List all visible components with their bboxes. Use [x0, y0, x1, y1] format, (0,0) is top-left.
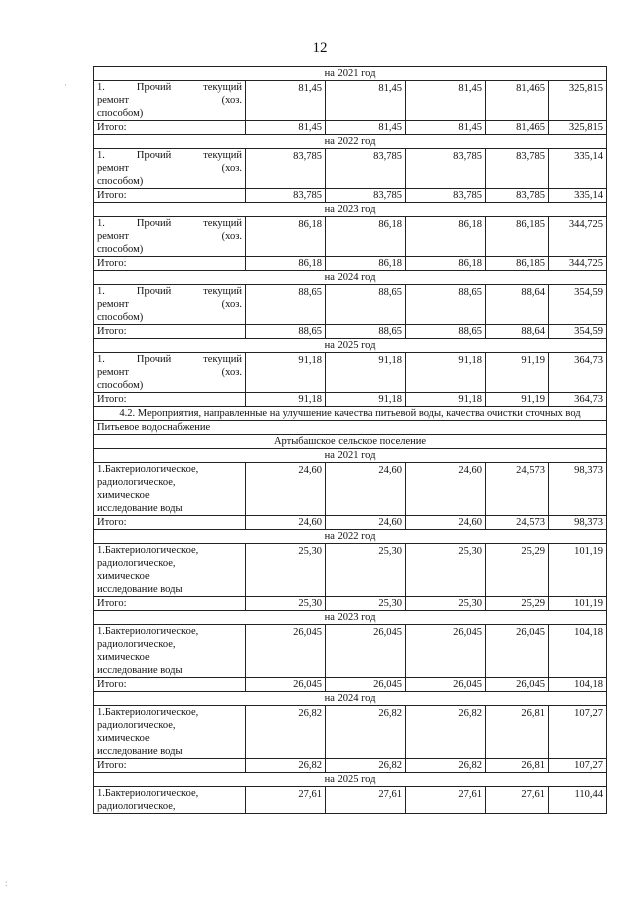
scan-speck: ·: [64, 80, 67, 90]
table-row: [94, 285, 607, 325]
total-value: 83,785: [486, 189, 549, 203]
value-cell: 86,18: [406, 217, 486, 257]
total-value: 83,785: [246, 189, 326, 203]
year-header: на 2021 год: [94, 449, 607, 463]
item-name-line: 1.Бактериологическое,: [97, 545, 199, 556]
total-value: 26,045: [246, 678, 326, 692]
year-header: на 2023 год: [94, 611, 607, 625]
value-cell: 88,65: [406, 285, 486, 325]
value-cell: 344,725: [549, 217, 607, 257]
item-name: [94, 544, 246, 597]
item-name-line: радиологическое,: [97, 801, 176, 812]
table-row: [94, 544, 607, 597]
total-value: 107,27: [549, 759, 607, 773]
year-header: на 2024 год: [94, 692, 607, 706]
total-row: [94, 189, 607, 203]
total-label: Итого:: [94, 516, 246, 530]
total-value: 26,045: [486, 678, 549, 692]
year-row: [94, 203, 607, 217]
item-name-line: радиологическое,: [97, 558, 176, 569]
item-name-line: способом): [97, 244, 144, 255]
total-value: 24,60: [246, 516, 326, 530]
item-name: [94, 353, 246, 393]
item-name-line: радиологическое,: [97, 477, 176, 488]
total-row: [94, 121, 607, 135]
total-value: 26,82: [406, 759, 486, 773]
total-value: 88,64: [486, 325, 549, 339]
item-name-line: 1. Прочий текущий: [97, 82, 242, 93]
value-cell: 24,573: [486, 463, 549, 516]
value-cell: 24,60: [246, 463, 326, 516]
total-value: 364,73: [549, 393, 607, 407]
value-cell: 91,19: [486, 353, 549, 393]
total-value: 344,725: [549, 257, 607, 271]
table-row: [94, 706, 607, 759]
total-row: [94, 759, 607, 773]
total-value: 86,18: [326, 257, 406, 271]
item-name-line: 1. Прочий текущий: [97, 150, 242, 161]
year-row: [94, 449, 607, 463]
total-value: 354,59: [549, 325, 607, 339]
total-label: Итого:: [94, 257, 246, 271]
value-cell: 325,815: [549, 81, 607, 121]
item-name-line: 1. Прочий текущий: [97, 218, 242, 229]
total-label: Итого:: [94, 393, 246, 407]
value-cell: 354,59: [549, 285, 607, 325]
value-cell: 26,045: [486, 625, 549, 678]
total-label: Итого:: [94, 189, 246, 203]
value-cell: 26,82: [326, 706, 406, 759]
table-row: [94, 463, 607, 516]
value-cell: 83,785: [326, 149, 406, 189]
year-row: [94, 271, 607, 285]
item-name-line: ремонт (хоз.: [97, 95, 242, 106]
item-name-line: химическое: [97, 733, 150, 744]
year-row: [94, 692, 607, 706]
table-row: [94, 787, 607, 814]
value-cell: 364,73: [549, 353, 607, 393]
value-cell: 27,61: [486, 787, 549, 814]
total-value: 88,65: [326, 325, 406, 339]
item-name-line: ремонт (хоз.: [97, 231, 242, 242]
scan-speck: :: [5, 878, 8, 888]
value-cell: 86,185: [486, 217, 549, 257]
value-cell: 25,30: [326, 544, 406, 597]
item-name-line: 1.Бактериологическое,: [97, 626, 199, 637]
total-value: 91,18: [246, 393, 326, 407]
item-name-line: способом): [97, 380, 144, 391]
total-value: 81,465: [486, 121, 549, 135]
value-cell: 26,045: [326, 625, 406, 678]
total-value: 81,45: [246, 121, 326, 135]
total-value: 88,65: [406, 325, 486, 339]
total-row: [94, 257, 607, 271]
value-cell: 88,65: [326, 285, 406, 325]
subsection-header: Питьевое водоснабжение: [94, 421, 607, 435]
item-name-line: 1. Прочий текущий: [97, 354, 242, 365]
settlement-row: [94, 435, 607, 449]
value-cell: 26,045: [246, 625, 326, 678]
item-name: [94, 625, 246, 678]
item-name-line: радиологическое,: [97, 639, 176, 650]
item-name-line: химическое: [97, 652, 150, 663]
value-cell: 24,60: [326, 463, 406, 516]
value-cell: 25,29: [486, 544, 549, 597]
item-name-line: исследование воды: [97, 503, 183, 514]
item-name-line: ремонт (хоз.: [97, 367, 242, 378]
item-name: [94, 285, 246, 325]
total-value: 88,65: [246, 325, 326, 339]
total-label: Итого:: [94, 678, 246, 692]
page-number: 12: [312, 40, 328, 56]
item-name: [94, 217, 246, 257]
total-value: 25,30: [326, 597, 406, 611]
total-value: 335,14: [549, 189, 607, 203]
total-value: 81,45: [326, 121, 406, 135]
value-cell: 81,45: [406, 81, 486, 121]
year-header: на 2022 год: [94, 135, 607, 149]
total-row: [94, 597, 607, 611]
item-name-line: способом): [97, 176, 144, 187]
item-name-line: способом): [97, 312, 144, 323]
item-name-line: исследование воды: [97, 584, 183, 595]
value-cell: 27,61: [246, 787, 326, 814]
total-value: 26,82: [326, 759, 406, 773]
item-name-line: радиологическое,: [97, 720, 176, 731]
total-row: [94, 678, 607, 692]
total-value: 24,60: [326, 516, 406, 530]
year-row: [94, 611, 607, 625]
value-cell: 91,18: [326, 353, 406, 393]
item-name-line: ремонт (хоз.: [97, 299, 242, 310]
value-cell: 26,82: [406, 706, 486, 759]
total-value: 26,82: [246, 759, 326, 773]
settlement-header: Артыбашское сельское поселение: [94, 435, 607, 449]
item-name-line: исследование воды: [97, 665, 183, 676]
year-header: на 2024 год: [94, 271, 607, 285]
section-row: [94, 407, 607, 421]
total-value: 86,18: [406, 257, 486, 271]
item-name-line: химическое: [97, 490, 150, 501]
total-row: [94, 516, 607, 530]
value-cell: 335,14: [549, 149, 607, 189]
value-cell: 110,44: [549, 787, 607, 814]
value-cell: 24,60: [406, 463, 486, 516]
table-row: [94, 81, 607, 121]
table-row: [94, 625, 607, 678]
value-cell: 26,81: [486, 706, 549, 759]
year-row: [94, 339, 607, 353]
total-value: 325,815: [549, 121, 607, 135]
value-cell: 88,65: [246, 285, 326, 325]
table-row: [94, 149, 607, 189]
total-value: 83,785: [406, 189, 486, 203]
year-row: [94, 135, 607, 149]
value-cell: 27,61: [406, 787, 486, 814]
year-header: на 2025 год: [94, 339, 607, 353]
value-cell: 86,18: [246, 217, 326, 257]
item-name: [94, 787, 246, 814]
subsection-row: [94, 421, 607, 435]
table-row: [94, 217, 607, 257]
item-name: [94, 706, 246, 759]
item-name-line: 1.Бактериологическое,: [97, 707, 199, 718]
value-cell: 107,27: [549, 706, 607, 759]
total-value: 26,81: [486, 759, 549, 773]
table-row: [94, 353, 607, 393]
year-row: [94, 773, 607, 787]
value-cell: 25,30: [406, 544, 486, 597]
value-cell: 27,61: [326, 787, 406, 814]
total-label: Итого:: [94, 759, 246, 773]
value-cell: 81,465: [486, 81, 549, 121]
value-cell: 25,30: [246, 544, 326, 597]
total-value: 25,30: [246, 597, 326, 611]
total-value: 91,19: [486, 393, 549, 407]
total-value: 86,185: [486, 257, 549, 271]
value-cell: 98,373: [549, 463, 607, 516]
total-value: 91,18: [406, 393, 486, 407]
total-value: 98,373: [549, 516, 607, 530]
total-value: 91,18: [326, 393, 406, 407]
total-value: 83,785: [326, 189, 406, 203]
total-value: 101,19: [549, 597, 607, 611]
value-cell: 86,18: [326, 217, 406, 257]
value-cell: 83,785: [486, 149, 549, 189]
total-value: 25,29: [486, 597, 549, 611]
total-value: 104,18: [549, 678, 607, 692]
value-cell: 81,45: [326, 81, 406, 121]
year-header: на 2025 год: [94, 773, 607, 787]
total-value: 24,60: [406, 516, 486, 530]
year-header: на 2021 год: [94, 67, 607, 81]
item-name: [94, 81, 246, 121]
total-label: Итого:: [94, 121, 246, 135]
section-header: 4.2. Мероприятия, направленные на улучшение качества питьевой воды, качества очистки сточных вод: [94, 407, 607, 421]
value-cell: 88,64: [486, 285, 549, 325]
value-cell: 81,45: [246, 81, 326, 121]
item-name-line: 1.Бактериологическое,: [97, 788, 199, 799]
item-name: [94, 149, 246, 189]
total-row: [94, 325, 607, 339]
total-label: Итого:: [94, 597, 246, 611]
item-name-line: 1. Прочий текущий: [97, 286, 242, 297]
item-name-line: исследование воды: [97, 746, 183, 757]
item-name-line: способом): [97, 108, 144, 119]
total-value: 86,18: [246, 257, 326, 271]
value-cell: 26,82: [246, 706, 326, 759]
year-header: на 2023 год: [94, 203, 607, 217]
item-name-line: химическое: [97, 571, 150, 582]
total-value: 24,573: [486, 516, 549, 530]
value-cell: 83,785: [406, 149, 486, 189]
total-value: 26,045: [406, 678, 486, 692]
item-name-line: ремонт (хоз.: [97, 163, 242, 174]
year-row: [94, 530, 607, 544]
value-cell: 91,18: [406, 353, 486, 393]
value-cell: 104,18: [549, 625, 607, 678]
year-row: [94, 67, 607, 81]
table-body: [94, 67, 607, 814]
budget-table: [93, 66, 607, 814]
total-label: Итого:: [94, 325, 246, 339]
total-value: 81,45: [406, 121, 486, 135]
total-value: 26,045: [326, 678, 406, 692]
item-name-line: 1.Бактериологическое,: [97, 464, 199, 475]
value-cell: 91,18: [246, 353, 326, 393]
item-name: [94, 463, 246, 516]
year-header: на 2022 год: [94, 530, 607, 544]
total-row: [94, 393, 607, 407]
total-value: 25,30: [406, 597, 486, 611]
value-cell: 26,045: [406, 625, 486, 678]
value-cell: 83,785: [246, 149, 326, 189]
value-cell: 101,19: [549, 544, 607, 597]
